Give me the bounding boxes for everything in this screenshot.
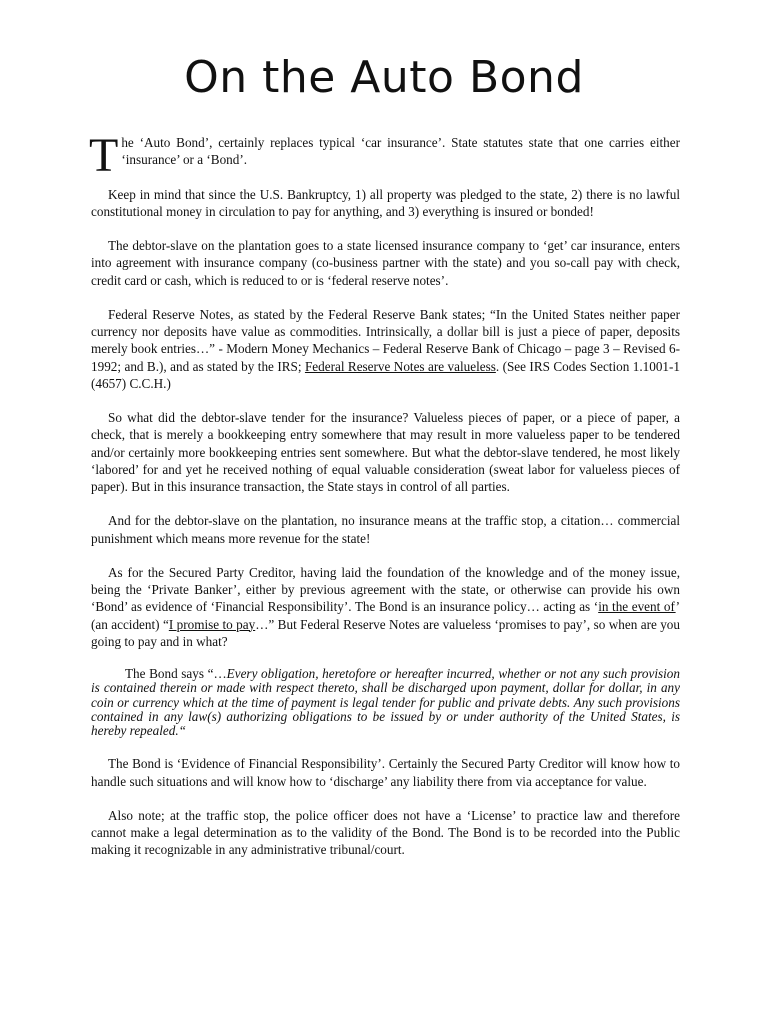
drop-cap: T	[89, 129, 119, 182]
paragraph-secured-party	[91, 564, 680, 650]
intro-paragraph	[89, 129, 680, 182]
paragraph-bankruptcy: Keep in mind that since the U.S. Bankruptcy, 1) all property was pledged to the state, 2) there is no lawful constitutional money in circulation to pay for anything, and 3) everything is insured or bonded!	[91, 186, 680, 219]
document-body	[89, 129, 681, 876]
paragraph-traffic-stop: And for the debtor-slave on the plantation, no insurance means at the traffic stop, a citation… commercial punishment which means more revenue for the state!	[91, 513, 680, 546]
quote-text: Every obligation, heretofore or hereafter incurred, whether or not any such provision is contained therein or made with respect thereto, shall be discharged upon payment, dollar for dollar, in any coin or currency which at the time of payment is legal tender for public and private debts. Any such provisions contained in any law(s) authorizing obligations to be issued by or under authority of the United States, is hereby repealed.“	[91, 666, 680, 738]
paragraph-evidence: The Bond is ‘Evidence of Financial Responsibility’. Certainly the Secured Party Creditor will know how to handle such situations and will know how to ‘discharge’ any liability there from via acceptance for value.	[91, 756, 680, 789]
frn-underlined: Federal Reserve Notes are valueless	[304, 358, 496, 374]
paragraph-tender: So what did the debtor-slave tender for the insurance? Valueless pieces of paper, or a piece of paper, a check, that is merely a bookkeeping entry somewhere that may result in more valueless paper to be tendered and/or certainly more bookkeeping entries sent somewhere. But what the debtor-slave tendered, he most likely ‘labored’ for and yet he received nothing of equal valuable consideration (sweat labor for valueless pieces of paper). But in this insurance transaction, the State stays in control of all parties.	[91, 410, 680, 494]
frn-text: Federal Reserve Notes, as stated by the Federal Reserve Bank states; “In the United States neither paper currency nor deposits have value as commodities. Intrinsically, a dollar bill is just a piece of paper, deposits merely book entries…” - Modern Money Mechanics – Federal Reserve Bank of Chicago – page 3 – Revised 6-1992; and B.), and as stated by the IRS;	[91, 306, 680, 374]
intro-text: he ‘Auto Bond’, certainly replaces typical ‘car insurance’. State statutes state that one carries either ‘insurance’ or a ‘Bond’.	[121, 135, 680, 168]
paragraph-police-officer: Also note; at the traffic stop, the police officer does not have a ‘License’ to practice law and therefore cannot make a legal determination as to the validity of the Bond. The Bond is to be recorded into the Public making it recognizable in any administrative tribunal/court.	[91, 807, 680, 858]
paragraph-insurance-company: The debtor-slave on the plantation goes to a state licensed insurance company to ‘get’ car insurance, enters into agreement with insurance company (co-business partner with the state) and you so-call pay with check, credit card or cash, which is reduced to or is ‘federal reserve notes’.	[91, 238, 680, 288]
spc-before: As for the Secured Party Creditor, having laid the foundation of the knowledge and of the money issue, being the ‘Private Banker’, either by previous agreement with the state, or otherwise can provide his own ‘Bond’ as evidence of ‘Financial Responsibility’. The Bond is an insurance policy… acting as ‘	[91, 564, 680, 615]
frn-after: . (See IRS Codes Section 1.1001-1 (4657) C.C.H.)	[91, 358, 680, 391]
bond-quote	[91, 667, 680, 738]
paragraph-federal-reserve-notes	[91, 306, 680, 392]
spc-underline-event: in the event of	[598, 599, 676, 615]
spc-underline-promise: I promise to pay	[168, 616, 256, 632]
page-title: On the Auto Bond	[184, 52, 584, 103]
spc-after: …” But Federal Reserve Notes are valueless ‘promises to pay’, so when are you going to pay and in what?	[91, 616, 680, 649]
spc-mid: ’ (an accident) “	[91, 599, 681, 632]
quote-lead: The Bond says “…	[125, 666, 227, 682]
